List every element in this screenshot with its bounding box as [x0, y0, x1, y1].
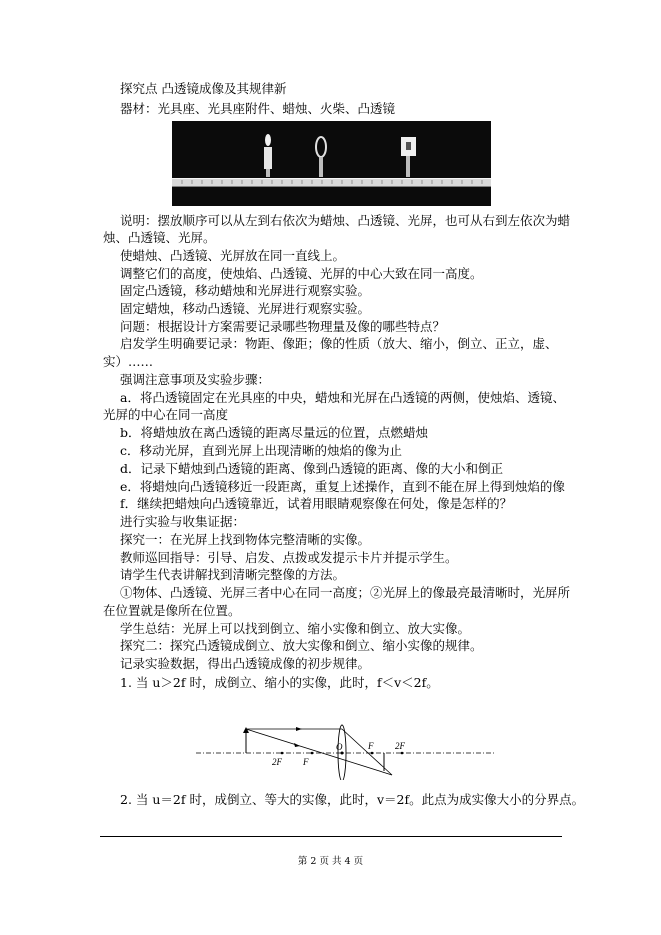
student-representative-line: 请学生代表讲解找到清晰完整像的方法。 — [120, 567, 346, 582]
teacher-guidance-line: 教师巡回指导：引导、启发、点拨或发提示卡片并提示学生。 — [120, 550, 458, 565]
step-a-line-2: 光屏的中心在同一高度 — [103, 407, 229, 422]
footer-divider — [100, 836, 562, 837]
label-f-right: F — [368, 741, 374, 751]
method-line-1: ①物体、凸透镜、光屏三者中心在同一高度；②光屏上的像最亮最清晰时，光屏所 — [120, 585, 571, 600]
emphasis-line: 强调注意事项及实验步骤： — [120, 372, 271, 387]
method-line-2: 在位置就是像所在位置。 — [103, 603, 241, 618]
explanation-line-2: 烛、凸透镜、光屏。 — [103, 230, 216, 245]
rule-one-line: 1. 当 u＞2f 时，成倒立、缩小的实像，此时，f＜v＜2f。 — [120, 675, 439, 690]
explore-one-line: 探究一：在光屏上找到物体完整清晰的实像。 — [120, 532, 371, 547]
fix-candle-line: 固定蜡烛，移动凸透镜、光屏进行观察实验。 — [120, 301, 371, 316]
optical-bench-photo — [172, 121, 491, 206]
guide-line-2: 实）…… — [103, 354, 154, 369]
lens-ray-diagram — [196, 715, 496, 780]
step-b: b．将蜡烛放在离凸透镜的距离尽量远的位置，点燃蜡烛 — [120, 425, 429, 440]
equipment-line: 器材：光具座、光具座附件、蜡烛、火柴、凸透镜 — [120, 101, 396, 116]
center-ray — [246, 729, 392, 775]
page-footer: 第 2 页 共 4 页 — [297, 856, 364, 867]
explore-two-line: 探究二：探究凸透镜成倒立、放大实像和倒立、缩小实像的规律。 — [120, 638, 483, 653]
step-a-line-1: a．将凸透镜固定在光具座的中央，蜡烛和光屏在凸透镜的两侧，使烛焰、透镜、 — [120, 390, 565, 405]
step-d: d．记录下蜡烛到凸透镜的距离、像到凸透镜的距离、像的大小和倒正 — [120, 461, 504, 476]
label-2f-left: 2F — [272, 757, 282, 767]
student-summary-line: 学生总结：光屏上可以找到倒立、缩小实像和倒立、放大实像。 — [120, 621, 471, 636]
step-e: e．将蜡烛向凸透镜移近一段距离，重复上述操作，直到不能在屏上得到烛焰的像 — [120, 479, 565, 494]
label-2f-right: 2F — [395, 741, 405, 751]
step-same-line: 使蜡烛、凸透镜、光屏放在同一直线上。 — [120, 248, 346, 263]
record-data-line: 记录实验数据，得出凸透镜成像的初步规律。 — [120, 656, 371, 671]
optical-bench-illustration — [172, 121, 491, 206]
guide-line-1: 启发学生明确要记录：物距、像距；像的性质（放大、缩小，倒立、正立，虚、 — [120, 336, 558, 351]
question-line: 问题：根据设计方案需要记录哪些物理量及像的哪些特点？ — [120, 319, 446, 334]
rule-two-line: 2. 当 u＝2f 时，成倒立、等大的实像，此时，v＝2f。此点为成实像大小的分界点。 — [120, 792, 585, 807]
step-f: f．继续把蜡烛向凸透镜靠近，试着用眼睛观察像在何处，像是怎样的？ — [120, 496, 513, 511]
step-same-height: 调整它们的高度，使烛焰、凸透镜、光屏的中心大致在同一高度。 — [120, 266, 483, 281]
conduct-line: 进行实验与收集证据： — [120, 514, 246, 529]
label-f-left: F — [303, 757, 309, 767]
fix-lens-line: 固定凸透镜，移动蜡烛和光屏进行观察实验。 — [120, 283, 371, 298]
step-c: c．移动光屏，直到光屏上出现清晰的烛焰的像为止 — [120, 443, 403, 458]
explanation-line-1: 说明：摆放顺序可以从左到右依次为蜡烛、凸透镜、光屏，也可从右到左依次为蜡 — [120, 213, 571, 228]
label-o: O — [336, 742, 343, 752]
section-heading: 探究点 凸透镜成像及其规律新 — [120, 81, 287, 96]
